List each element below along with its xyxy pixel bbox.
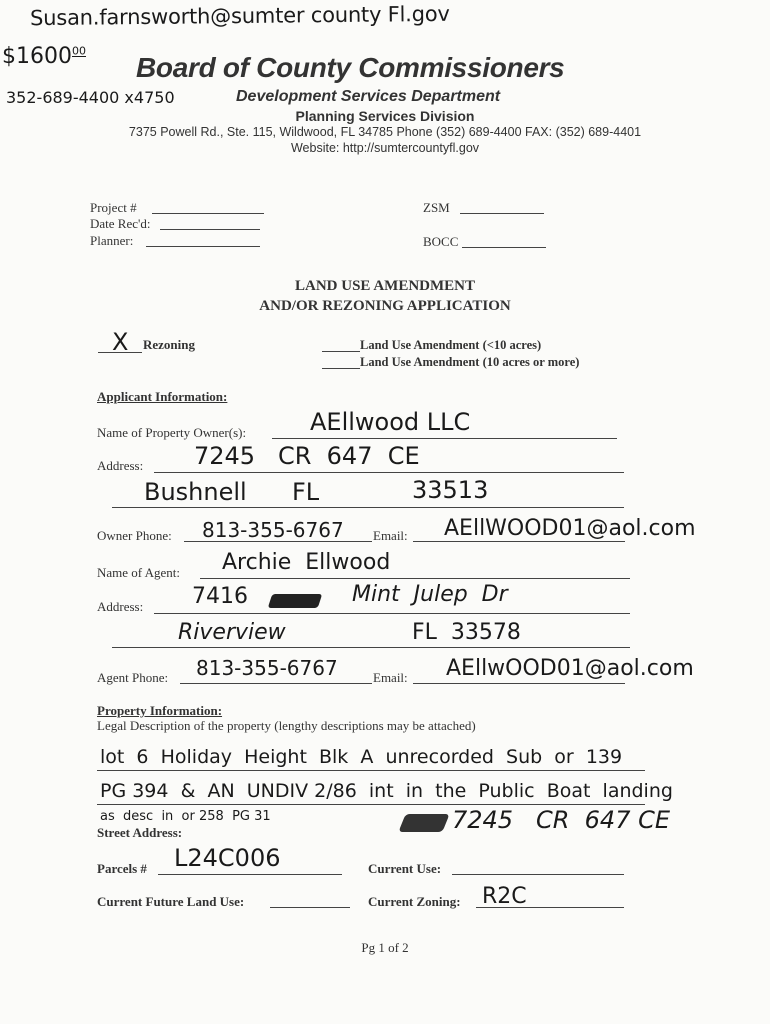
street-address-label: Street Address: xyxy=(97,825,183,840)
legal-description-line1[interactable]: lot 6 Holiday Height Blk A unrecorded Sub or 139 xyxy=(100,746,623,768)
lua-large-label: Land Use Amendment (10 acres or more) xyxy=(360,355,580,369)
rezoning-check-line xyxy=(98,352,142,353)
agent-address-line1 xyxy=(154,613,630,614)
legal-description-line3[interactable]: as desc in or 258 PG 31 xyxy=(100,809,271,824)
owner-address-line1 xyxy=(154,472,624,473)
agent-name-label: Name of Agent: xyxy=(97,565,181,580)
planner-label: Planner: xyxy=(90,233,134,248)
owner-state-value[interactable]: FL xyxy=(292,478,320,506)
lua-small-label: Land Use Amendment (<10 acres) xyxy=(360,338,542,352)
parcels-line xyxy=(158,874,342,875)
lua-large-check-line[interactable] xyxy=(322,368,360,369)
project-number-label: Project # xyxy=(90,200,137,215)
owner-zip-value[interactable]: 33513 xyxy=(412,476,489,504)
current-zoning-label: Current Zoning: xyxy=(368,894,461,909)
rezoning-label: Rezoning xyxy=(143,337,195,352)
agent-email-line xyxy=(413,683,625,684)
future-land-use-label: Current Future Land Use: xyxy=(97,894,245,909)
owner-email-line xyxy=(413,541,625,542)
future-land-use-line xyxy=(270,907,350,908)
current-use-label: Current Use: xyxy=(368,861,442,876)
office-address: 7375 Powell Rd., Ste. 115, Wildwood, FL 34785 Phone (352) 689-4400 FAX: (352) 689-4401 xyxy=(128,125,642,139)
agent-phone-value[interactable]: 813-355-6767 xyxy=(196,656,338,680)
page-number: Pg 1 of 2 xyxy=(361,940,409,955)
bocc-label: BOCC xyxy=(423,234,459,249)
handwritten-fee-amount: $1600 xyxy=(2,44,72,69)
zsm-line xyxy=(460,213,544,214)
scribble-mark xyxy=(268,594,323,608)
legal-line2 xyxy=(97,804,645,805)
division-name: Planning Services Division xyxy=(295,108,475,124)
agent-address-line2 xyxy=(112,647,630,648)
zsm-label: ZSM xyxy=(423,200,450,215)
agent-state-zip-value[interactable]: FL 33578 xyxy=(412,620,521,645)
current-zoning-value[interactable]: R2C xyxy=(482,884,527,909)
handwritten-fee-cents: 00 xyxy=(72,44,86,58)
handwritten-email: Susan.farnsworth@sumter county Fl.gov xyxy=(29,1,450,31)
owner-name-label: Name of Property Owner(s): xyxy=(97,425,247,440)
legal-description-line2[interactable]: PG 394 & AN UNDIV 2/86 int in the Public Boat landing xyxy=(100,780,673,802)
parcels-label: Parcels # xyxy=(97,861,147,876)
project-number-line xyxy=(152,213,264,214)
owner-address-label: Address: xyxy=(97,458,144,473)
website: Website: http://sumtercountyfl.gov xyxy=(290,141,480,155)
legal-description-label: Legal Description of the property (lengthy descriptions may be attached) xyxy=(97,718,476,733)
agent-address-street[interactable]: Mint Julep Dr xyxy=(352,582,508,607)
owner-email-value[interactable]: AEllWOOD01@aol.com xyxy=(444,516,696,541)
agent-city-value[interactable]: Riverview xyxy=(178,620,286,645)
owner-email-label: Email: xyxy=(373,528,408,543)
board-title: Board of County Commissioners xyxy=(136,52,565,83)
owner-phone-value[interactable]: 813-355-6767 xyxy=(202,518,344,542)
form-title-line2: AND/OR REZONING APPLICATION xyxy=(259,298,511,314)
department-name: Development Services Department xyxy=(236,88,501,105)
lua-small-check-line[interactable] xyxy=(322,351,360,352)
planner-line xyxy=(146,246,260,247)
agent-phone-label: Agent Phone: xyxy=(97,670,169,685)
form-title-line1: LAND USE AMENDMENT xyxy=(294,278,475,294)
agent-address-label: Address: xyxy=(97,599,144,614)
handwritten-phone: 352-689-4400 x4750 xyxy=(6,88,175,107)
parcels-value[interactable]: L24C006 xyxy=(174,844,281,872)
agent-name-value[interactable]: Archie Ellwood xyxy=(222,550,391,575)
date-received-line xyxy=(160,229,260,230)
date-received-label: Date Rec'd: xyxy=(90,216,151,231)
applicant-section-label: Applicant Information: xyxy=(97,389,228,404)
agent-phone-line xyxy=(180,683,372,684)
agent-email-value[interactable]: AEllwOOD01@aol.com xyxy=(446,656,694,681)
street-address-value[interactable]: 7245 CR 647 CE xyxy=(452,806,671,834)
owner-phone-label: Owner Phone: xyxy=(97,528,172,543)
rezoning-check-mark[interactable]: X xyxy=(112,328,129,356)
scribble-mark-street xyxy=(398,814,449,832)
owner-address-line2 xyxy=(112,507,624,508)
agent-email-label: Email: xyxy=(373,670,408,685)
current-use-line xyxy=(452,874,624,875)
agent-name-line xyxy=(200,578,630,579)
owner-address-value[interactable]: 7245 CR 647 CE xyxy=(194,442,420,470)
legal-line1 xyxy=(97,770,645,771)
owner-city-value[interactable]: Bushnell xyxy=(144,478,247,506)
owner-name-line xyxy=(272,438,617,439)
property-section-label: Property Information: xyxy=(97,703,223,718)
owner-name-value[interactable]: AEllwood LLC xyxy=(310,408,471,436)
handwritten-fee xyxy=(2,44,86,69)
bocc-line xyxy=(462,247,546,248)
agent-address-number[interactable]: 7416 xyxy=(192,584,248,609)
